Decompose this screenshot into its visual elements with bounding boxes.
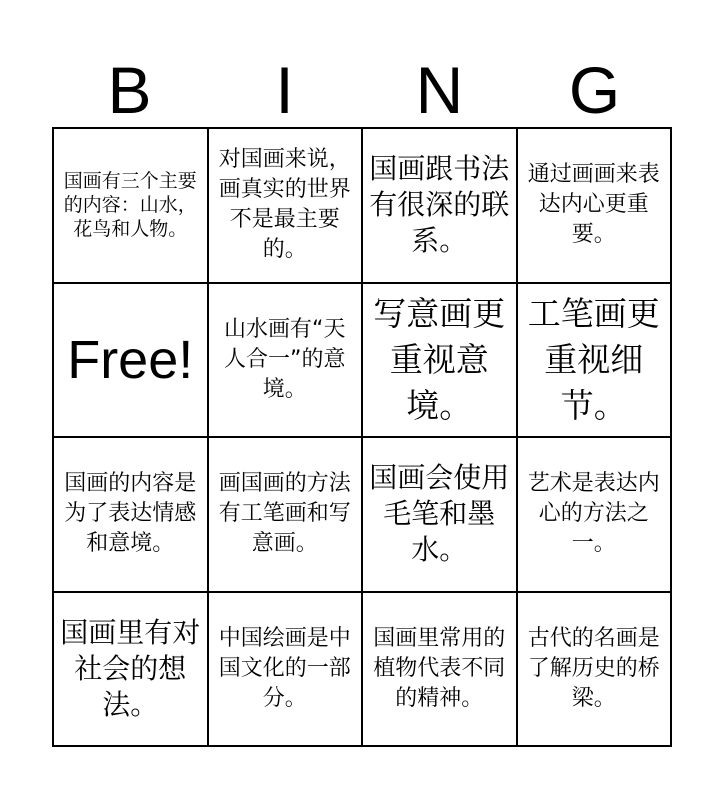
bingo-cell[interactable]: [518, 129, 673, 284]
cell-text: 国画里常用的植物代表不同的精神。: [373, 625, 506, 711]
bingo-cell[interactable]: [209, 593, 364, 748]
cell-text: 古代的名画是了解历史的桥梁。: [527, 625, 660, 711]
bingo-cell[interactable]: [54, 438, 209, 593]
cell-text: 国画有三个主要的内容：山水，花鸟和人物。: [63, 170, 197, 241]
bingo-cell[interactable]: [518, 284, 673, 439]
bingo-header: [52, 52, 672, 128]
cell-text: 工笔画更重视细节。: [527, 293, 660, 425]
bingo-cell[interactable]: [363, 438, 518, 593]
bingo-cell[interactable]: [54, 593, 209, 748]
bingo-cell[interactable]: [209, 284, 364, 439]
cell-text: 国画会使用毛笔和墨水。: [369, 461, 510, 567]
header-letter-b: B: [107, 53, 152, 127]
header-letter-i: I: [275, 53, 294, 127]
cell-text: 艺术是表达内心的方法之一。: [527, 471, 660, 557]
cell-text: 对国画来说，画真实的世界不是最主要的。: [218, 147, 351, 263]
bingo-cell[interactable]: [363, 593, 518, 748]
cell-text: 画国画的方法有工笔画和写意画。: [218, 471, 351, 557]
cell-text: 通过画画来表达内心更重要。: [527, 162, 660, 248]
cell-text: 国画跟书法有很深的联系。: [369, 152, 510, 258]
cell-text: 山水画有“天人合一”的意境。: [224, 316, 346, 402]
free-space-cell[interactable]: [54, 284, 209, 439]
cell-text: 国画里有对社会的想法。: [60, 615, 201, 721]
bingo-grid: [52, 127, 672, 747]
bingo-cell[interactable]: [209, 129, 364, 284]
bingo-cell[interactable]: [54, 129, 209, 284]
header-letter-g: G: [568, 53, 621, 127]
free-space-label: Free!: [67, 329, 194, 390]
bingo-cell[interactable]: [518, 438, 673, 593]
cell-text: 国画的内容是为了表达情感和意境。: [64, 471, 197, 557]
cell-text: 写意画更重视意境。: [373, 293, 506, 425]
header-letter-n: N: [415, 53, 464, 127]
bingo-cell[interactable]: [209, 438, 364, 593]
cell-text: 中国绘画是中国文化的一部分。: [218, 625, 351, 711]
bingo-cell[interactable]: [518, 593, 673, 748]
bingo-cell[interactable]: [363, 284, 518, 439]
bingo-cell[interactable]: [363, 129, 518, 284]
